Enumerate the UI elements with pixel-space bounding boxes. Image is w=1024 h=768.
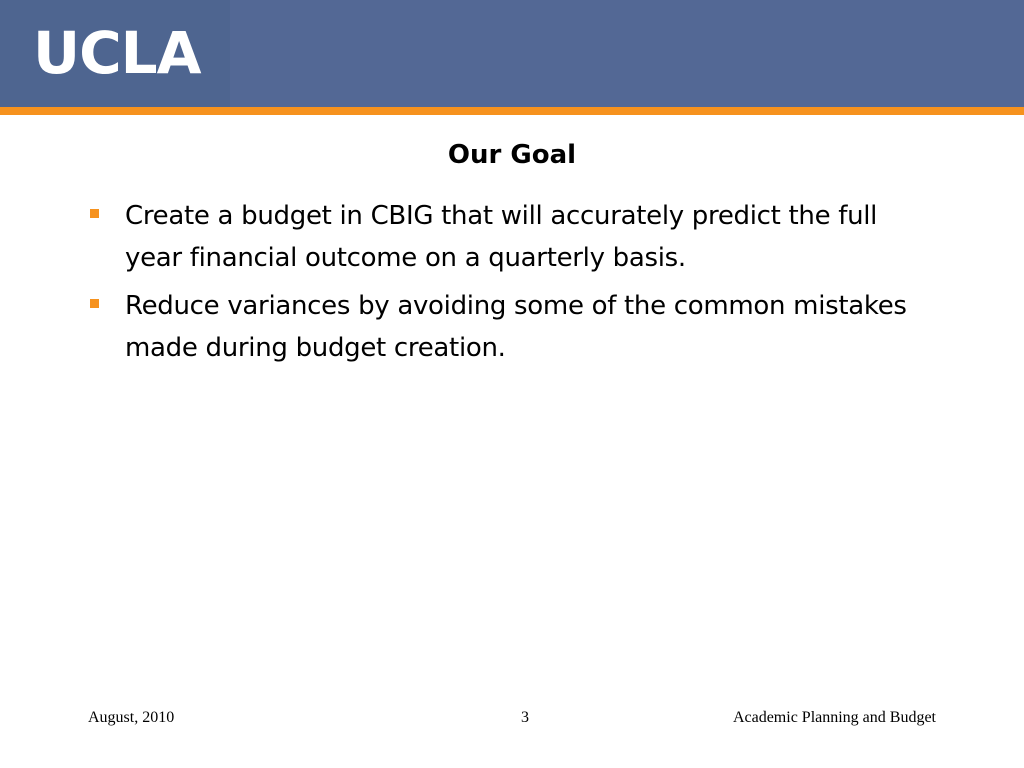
header-band bbox=[0, 0, 1024, 107]
bullet-item bbox=[84, 195, 914, 279]
ucla-logo: UCLA bbox=[33, 19, 201, 87]
footer-date: August, 2010 bbox=[88, 709, 175, 726]
bullet-text: Create a budget in CBIG that will accurately predict the full year financial outcome on a quarterly basis. bbox=[125, 201, 878, 273]
bullet-list bbox=[84, 195, 914, 375]
slide-title: Our Goal bbox=[447, 140, 577, 170]
page-number: 3 bbox=[521, 709, 529, 726]
footer-department: Academic Planning and Budget bbox=[732, 709, 936, 726]
bullet-item bbox=[84, 285, 914, 369]
square-bullet-icon bbox=[90, 299, 99, 308]
square-bullet-icon bbox=[90, 209, 99, 218]
logo-panel bbox=[0, 0, 230, 107]
bullet-text: Reduce variances by avoiding some of the common mistakes made during budget creation. bbox=[125, 291, 907, 363]
accent-stripe bbox=[0, 107, 1024, 115]
